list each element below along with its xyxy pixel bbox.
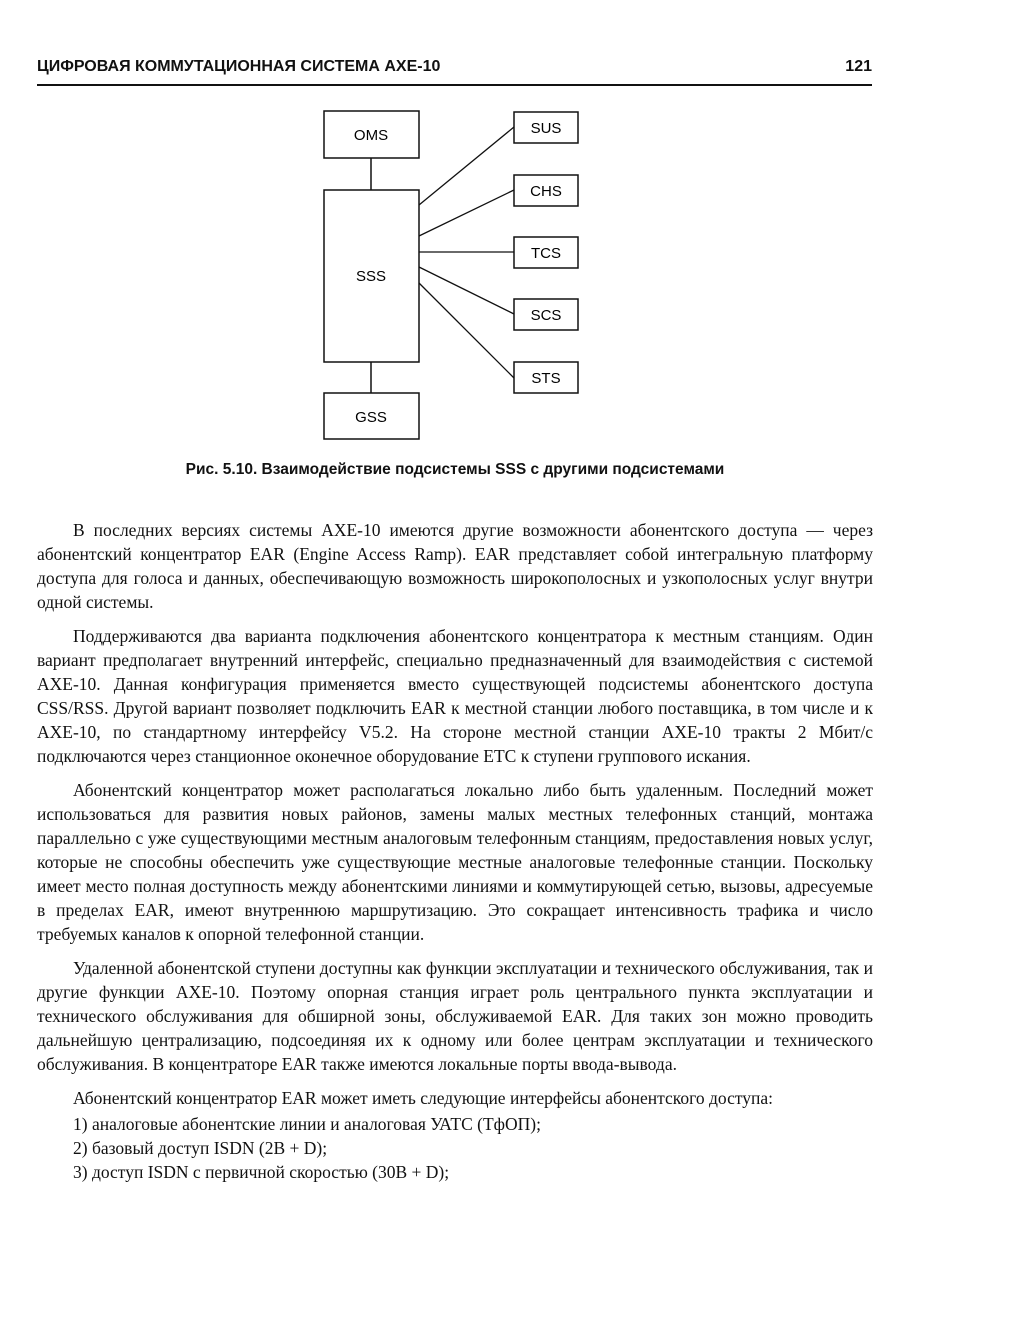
list-item: 1) аналоговые абонентские линии и аналоговая УАТС (ТфОП); <box>73 1114 541 1134</box>
gss-label: GSS <box>355 409 387 426</box>
page-number: 121 <box>845 58 872 75</box>
paragraph: В последних версиях системы АХЕ-10 имеются другие возможности абонентского доступа — через абонентский концентратор EAR (Engine Access Ramp). EAR представляет собой интегральную платформу доступа для голоса и данных, обеспечивающую возможность широкополосных и узкополосных услуг внутри одной системы. <box>37 520 873 612</box>
list-item: 3) доступ ISDN с первичной скоростью (30B + D); <box>73 1162 450 1182</box>
connector-sss-scs <box>419 267 514 314</box>
chs-label: CHS <box>530 183 562 200</box>
paragraph: Абонентский концентратор может располагаться локально либо быть удаленным. Последний может использоваться для развития новых районов, замены малых местных телефонных станций, монтажа параллельно с уже существующими местным аналоговым телефонным станциям, предоставления новых услуг, которые не способны обеспечить уже существующие местные аналоговые телефонные станции. Поскольку имеет место полная доступность между абонентскими линиями и коммутирующей сетью, вызовы, адресуемые в пределах EAR, имеют внутреннюю маршрутизацию. Это сокращает интенсивность трафика и число требуемых каналов к опорной телефонной станции. <box>37 780 873 944</box>
subsystem-diagram <box>0 0 1013 460</box>
sts-label: STS <box>531 370 561 387</box>
scs-label: SCS <box>530 307 562 324</box>
sus-label: SUS <box>530 120 562 137</box>
header-title: ЦИФРОВАЯ КОММУТАЦИОННАЯ СИСТЕМА AXE-10 <box>37 58 441 75</box>
figure-caption: Рис. 5.10. Взаимодействие подсистемы SSS с другими подсистемами <box>185 461 725 478</box>
paragraph: Удаленной абонентской ступени доступны как функции эксплуатации и технического обслуживания, так и другие функции АХЕ-10. Поэтому опорная станция играет роль центрального пункта эксплуатации и технического обслуживания для обширной зоны, обслуживаемой EAR. Для таких зон можно проводить дальнейшую централизацию, подсоединяя их к одному или более центрам эксплуатации и технического обслуживания. В концентраторе EAR также имеются локальные порты ввода-вывода. <box>37 958 873 1074</box>
oms-label: OMS <box>353 127 389 144</box>
tcs-label: TCS <box>531 245 561 262</box>
paragraph: Абонентский концентратор EAR может иметь следующие интерфейсы абонентского доступа: <box>73 1088 774 1108</box>
list-item: 2) базовый доступ ISDN (2B + D); <box>73 1138 328 1158</box>
paragraph: Поддерживаются два варианта подключения абонентского концентратора к местным станциям. Один вариант предполагает внутренний интерфейс, специально предназначенный для взаимодействия с системой АХЕ-10. Данная конфигурация применяется вместо существующей подсистемы абонентского доступа CSS/RSS. Другой вариант позволяет подключить EAR к местной станции любого поставщика, в том числе и к АХЕ-10, по стандартному интерфейсу V5.2. На стороне местной станции АХЕ-10 тракты 2 Мбит/с подключаются через станционное оконечное оборудование ЕТС к ступени группового искания. <box>37 626 873 766</box>
connector-sss-sus <box>419 127 514 205</box>
connector-sss-chs <box>419 190 514 236</box>
connector-sss-sts <box>419 283 514 378</box>
sss-label: SSS <box>355 268 387 285</box>
body-text <box>37 518 873 1184</box>
